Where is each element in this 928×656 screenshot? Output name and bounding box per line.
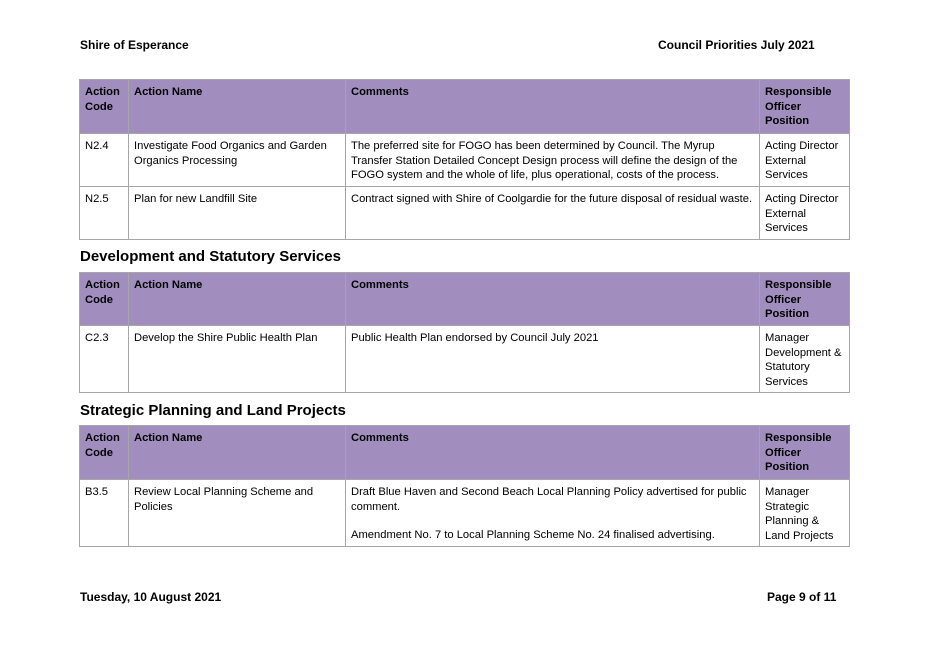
officer-cell: Manager Development & Statutory Services: [760, 326, 850, 393]
col-action-name: Action Name: [129, 80, 346, 134]
header-document-title: Council Priorities July 2021: [658, 38, 815, 52]
action-code-cell: B3.5: [80, 480, 129, 547]
action-name-cell: Develop the Shire Public Health Plan: [129, 326, 346, 393]
priorities-table-1: [79, 79, 850, 240]
comment-paragraph: Draft Blue Haven and Second Beach Local Planning Policy advertised for public comment.: [351, 486, 747, 513]
officer-cell: Manager Strategic Planning & Land Projects: [760, 480, 850, 547]
table-row: [80, 134, 850, 187]
action-code-cell: C2.3: [80, 326, 129, 393]
section-heading-strategic-planning: Strategic Planning and Land Projects: [80, 402, 346, 419]
comments-cell: Contract signed with Shire of Coolgardie for the future disposal of residual waste.: [346, 187, 760, 240]
comment-paragraph: Amendment No. 7 to Local Planning Scheme No. 24 finalised advertising.: [351, 529, 715, 541]
col-responsible-officer: Responsible Officer Position: [760, 80, 850, 134]
col-action-name: Action Name: [129, 273, 346, 326]
header-organization: Shire of Esperance: [80, 38, 189, 52]
action-name-cell: Review Local Planning Scheme and Policies: [129, 480, 346, 547]
comments-cell: The preferred site for FOGO has been determined by Council. The Myrup Transfer Station Detailed Concept Design process will define the design of the FOGO system and the whole of life, plus operational, costs of the process.: [346, 134, 760, 187]
col-comments: Comments: [346, 80, 760, 134]
col-responsible-officer: Responsible Officer Position: [760, 273, 850, 326]
comments-cell: Public Health Plan endorsed by Council July 2021: [346, 326, 760, 393]
comments-cell: [346, 480, 760, 547]
priorities-table-3: [79, 425, 850, 547]
section-heading-development: Development and Statutory Services: [80, 248, 341, 265]
col-action-name: Action Name: [129, 426, 346, 480]
table-row: [80, 326, 850, 393]
col-responsible-officer: Responsible Officer Position: [760, 426, 850, 480]
col-action-code: Action Code: [80, 80, 129, 134]
action-name-cell: Plan for new Landfill Site: [129, 187, 346, 240]
col-comments: Comments: [346, 426, 760, 480]
table-row: [80, 187, 850, 240]
table-header-row: [80, 80, 850, 134]
action-name-cell: Investigate Food Organics and Garden Organics Processing: [129, 134, 346, 187]
col-action-code: Action Code: [80, 273, 129, 326]
footer-date: Tuesday, 10 August 2021: [80, 590, 222, 604]
col-action-code: Action Code: [80, 426, 129, 480]
table-row: [80, 480, 850, 547]
action-code-cell: N2.4: [80, 134, 129, 187]
officer-cell: Acting Director External Services: [760, 134, 850, 187]
officer-cell: Acting Director External Services: [760, 187, 850, 240]
priorities-table-2: [79, 272, 850, 393]
footer-page-number: Page 9 of 11: [767, 590, 837, 604]
col-comments: Comments: [346, 273, 760, 326]
table-header-row: [80, 273, 850, 326]
action-code-cell: N2.5: [80, 187, 129, 240]
table-header-row: [80, 426, 850, 480]
